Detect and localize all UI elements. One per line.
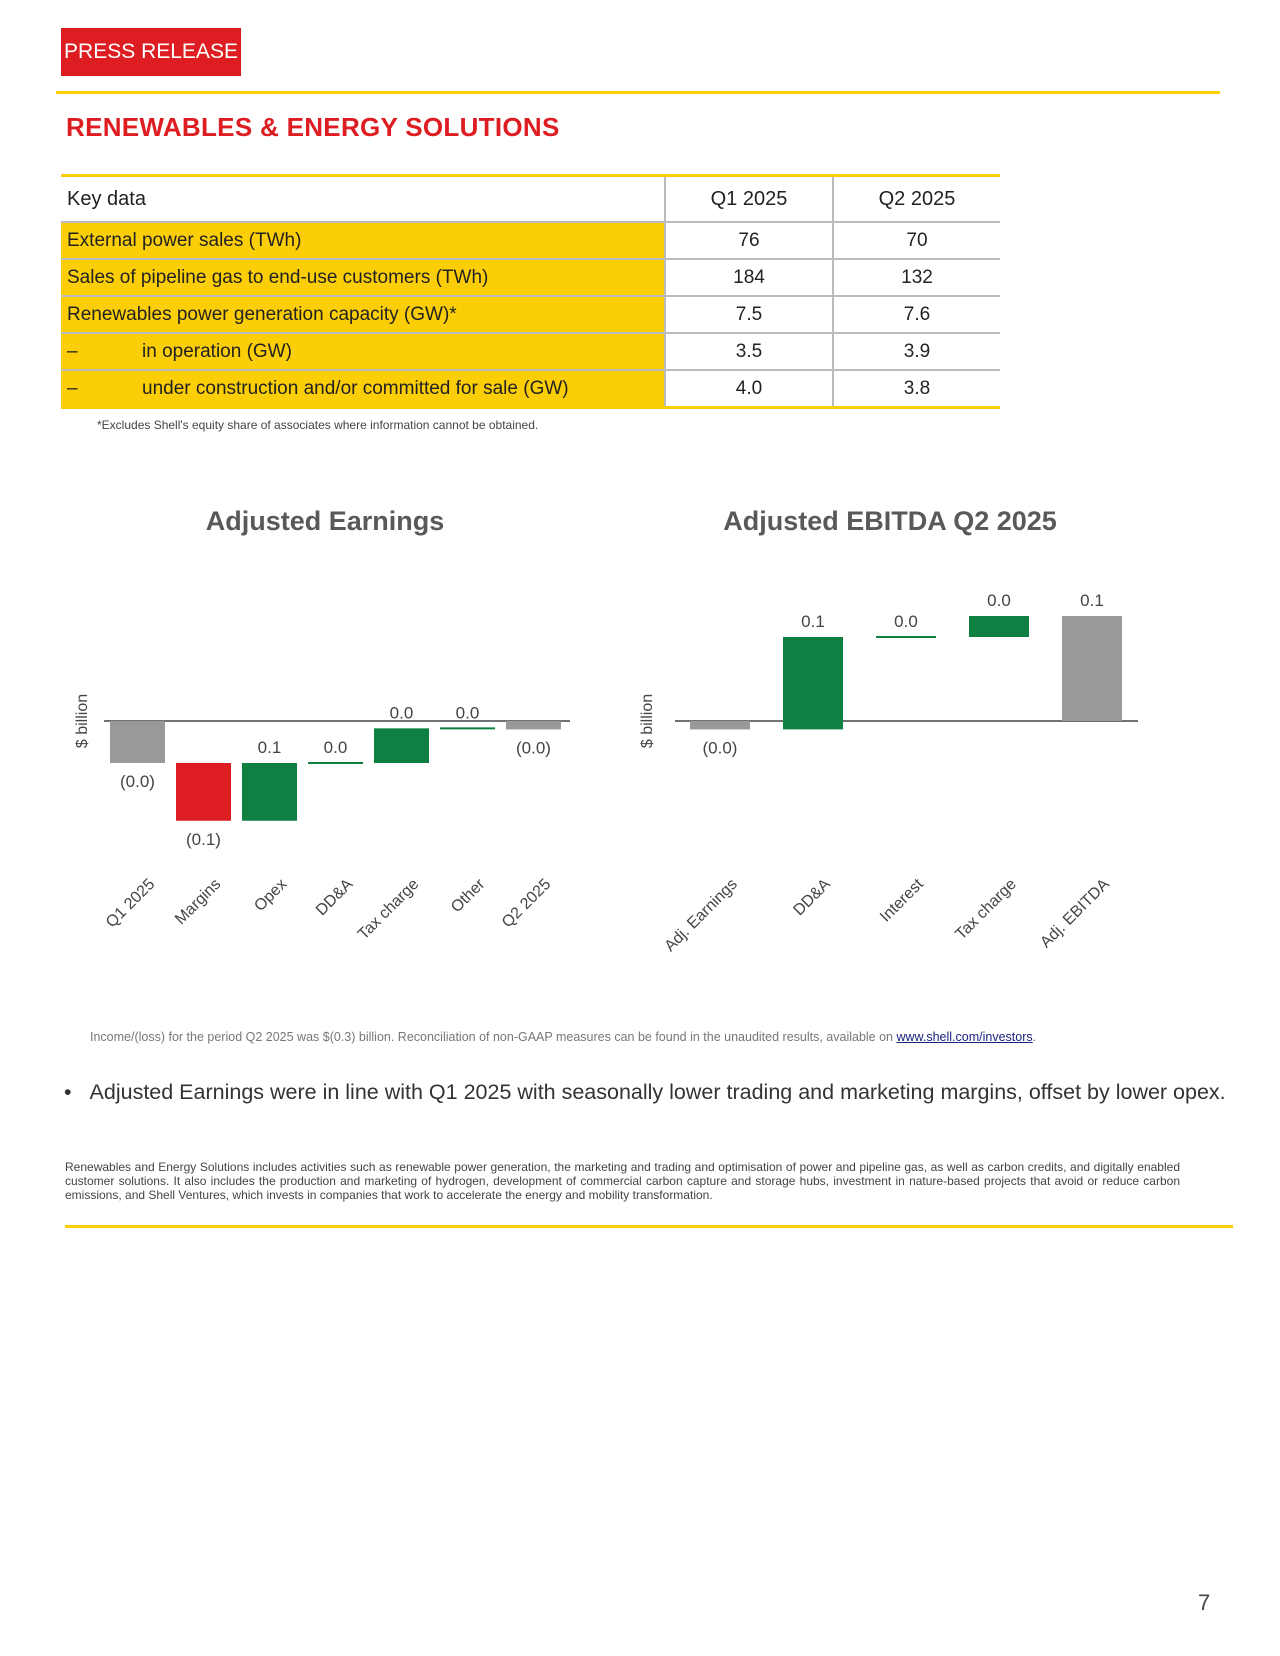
category-label-0-0: Q1 2025	[102, 875, 159, 932]
income-note-text: Income/(loss) for the period Q2 2025 was $(0.3) billion. Reconciliation of non-GAAP measures can be found in the unaudited results, available on	[90, 1030, 897, 1044]
press-release-badge: PRESS RELEASE	[61, 28, 241, 76]
data-label-0-0: (0.0)	[120, 772, 155, 791]
row-q2-value: 70	[833, 222, 1000, 259]
category-label-0-3: DD&A	[312, 875, 357, 920]
row-q1-value: 4.0	[665, 370, 833, 408]
y-axis-label-1: $ billion	[639, 693, 656, 749]
category-label-0-6: Q2 2025	[498, 875, 555, 932]
data-label-1-4: 0.1	[1080, 591, 1104, 610]
col-header-q1: Q1 2025	[665, 176, 833, 223]
bar-0-6	[506, 721, 561, 729]
category-label-1-0: Adj. Earnings	[661, 875, 741, 956]
row-q2-value: 132	[833, 259, 1000, 296]
data-label-0-1: (0.1)	[186, 829, 221, 849]
row-q2-value: 3.8	[833, 370, 1000, 408]
data-label-0-4: 0.0	[389, 703, 414, 723]
data-label-1-1: 0.1	[801, 612, 825, 631]
data-label-0-6: (0.0)	[516, 738, 551, 758]
row-q1-value: 3.5	[665, 333, 833, 370]
investors-link[interactable]: www.shell.com/investors	[896, 1030, 1033, 1044]
row-label-text: Renewables power generation capacity (GW)*	[67, 303, 457, 325]
y-axis-label-0: $ billion	[74, 693, 91, 749]
row-prefix: –	[67, 377, 78, 399]
category-label-1-4: Adj. EBITDA	[1037, 875, 1113, 952]
category-label-1-3: Tax charge	[952, 875, 1020, 944]
data-label-0-5: 0.0	[455, 703, 480, 723]
row-label-text: in operation (GW)	[142, 340, 292, 362]
chart-title-adjusted-ebitda: Adjusted EBITDA Q2 2025	[723, 506, 1057, 536]
bullet-text: Adjusted Earnings were in line with Q1 2025 with seasonally lower trading and marketing margins, offset by lower opex.	[89, 1080, 1226, 1104]
page-number: 7	[1198, 1590, 1211, 1615]
data-label-1-3: 0.0	[987, 591, 1011, 610]
chart-title-adjusted-earnings: Adjusted Earnings	[205, 506, 445, 536]
category-label-0-5: Other	[448, 875, 489, 917]
data-label-0-3: 0.0	[323, 738, 348, 757]
table-footnote: *Excludes Shell's equity share of associates where information cannot be obtained.	[97, 418, 539, 432]
col-header-key-data: Key data	[61, 176, 665, 223]
bar-0-2	[242, 763, 297, 821]
bar-1-1	[783, 637, 843, 729]
bullet-dot-icon: •	[64, 1080, 72, 1104]
category-label-0-1: Margins	[172, 875, 225, 929]
row-q1-value: 76	[665, 222, 833, 259]
row-q2-value: 7.6	[833, 296, 1000, 333]
data-label-0-2: 0.1	[257, 738, 282, 757]
segment-description: Renewables and Energy Solutions includes activities such as renewable power generation, the marketing and trading and optimisation of power and pipeline gas, as well as carbon credits, and digitally enabled customer solutions. It also includes the production and marketing of hydrogen, development of commercial carbon capture and storage hubs, investment in nature-based projects that avoid or reduce carbon emissions, and Shell Ventures, which invests in companies that work to accelerate the energy and mobility transformation.	[65, 1160, 1180, 1202]
bullet-point	[64, 1080, 1226, 1105]
row-label-text: Sales of pipeline gas to end-use customers (TWh)	[67, 266, 489, 288]
bar-0-4	[374, 728, 429, 763]
data-label-1-2: 0.0	[894, 612, 918, 631]
bar-1-4	[1062, 616, 1122, 721]
row-q2-value: 3.9	[833, 333, 1000, 370]
category-label-0-4: Tax charge	[354, 875, 423, 944]
bar-1-3	[969, 616, 1029, 637]
income-note	[90, 1030, 1036, 1044]
bar-0-1	[176, 763, 231, 821]
data-label-1-0: (0.0)	[702, 738, 738, 758]
section-title: RENEWABLES & ENERGY SOLUTIONS	[66, 112, 560, 142]
row-label-text: under construction and/or committed for sale (GW)	[142, 377, 569, 399]
bar-0-0	[110, 721, 165, 763]
col-header-q2: Q2 2025	[833, 176, 1000, 223]
row-label-text: External power sales (TWh)	[67, 229, 302, 251]
category-label-1-1: DD&A	[790, 875, 834, 920]
category-label-1-2: Interest	[877, 875, 927, 926]
row-q1-value: 184	[665, 259, 833, 296]
bar-1-0	[690, 721, 750, 729]
income-note-end: .	[1032, 1030, 1037, 1044]
row-prefix: –	[67, 340, 78, 362]
footer-rule	[65, 1225, 1233, 1228]
category-label-0-2: Opex	[251, 875, 291, 915]
row-q1-value: 7.5	[665, 296, 833, 333]
